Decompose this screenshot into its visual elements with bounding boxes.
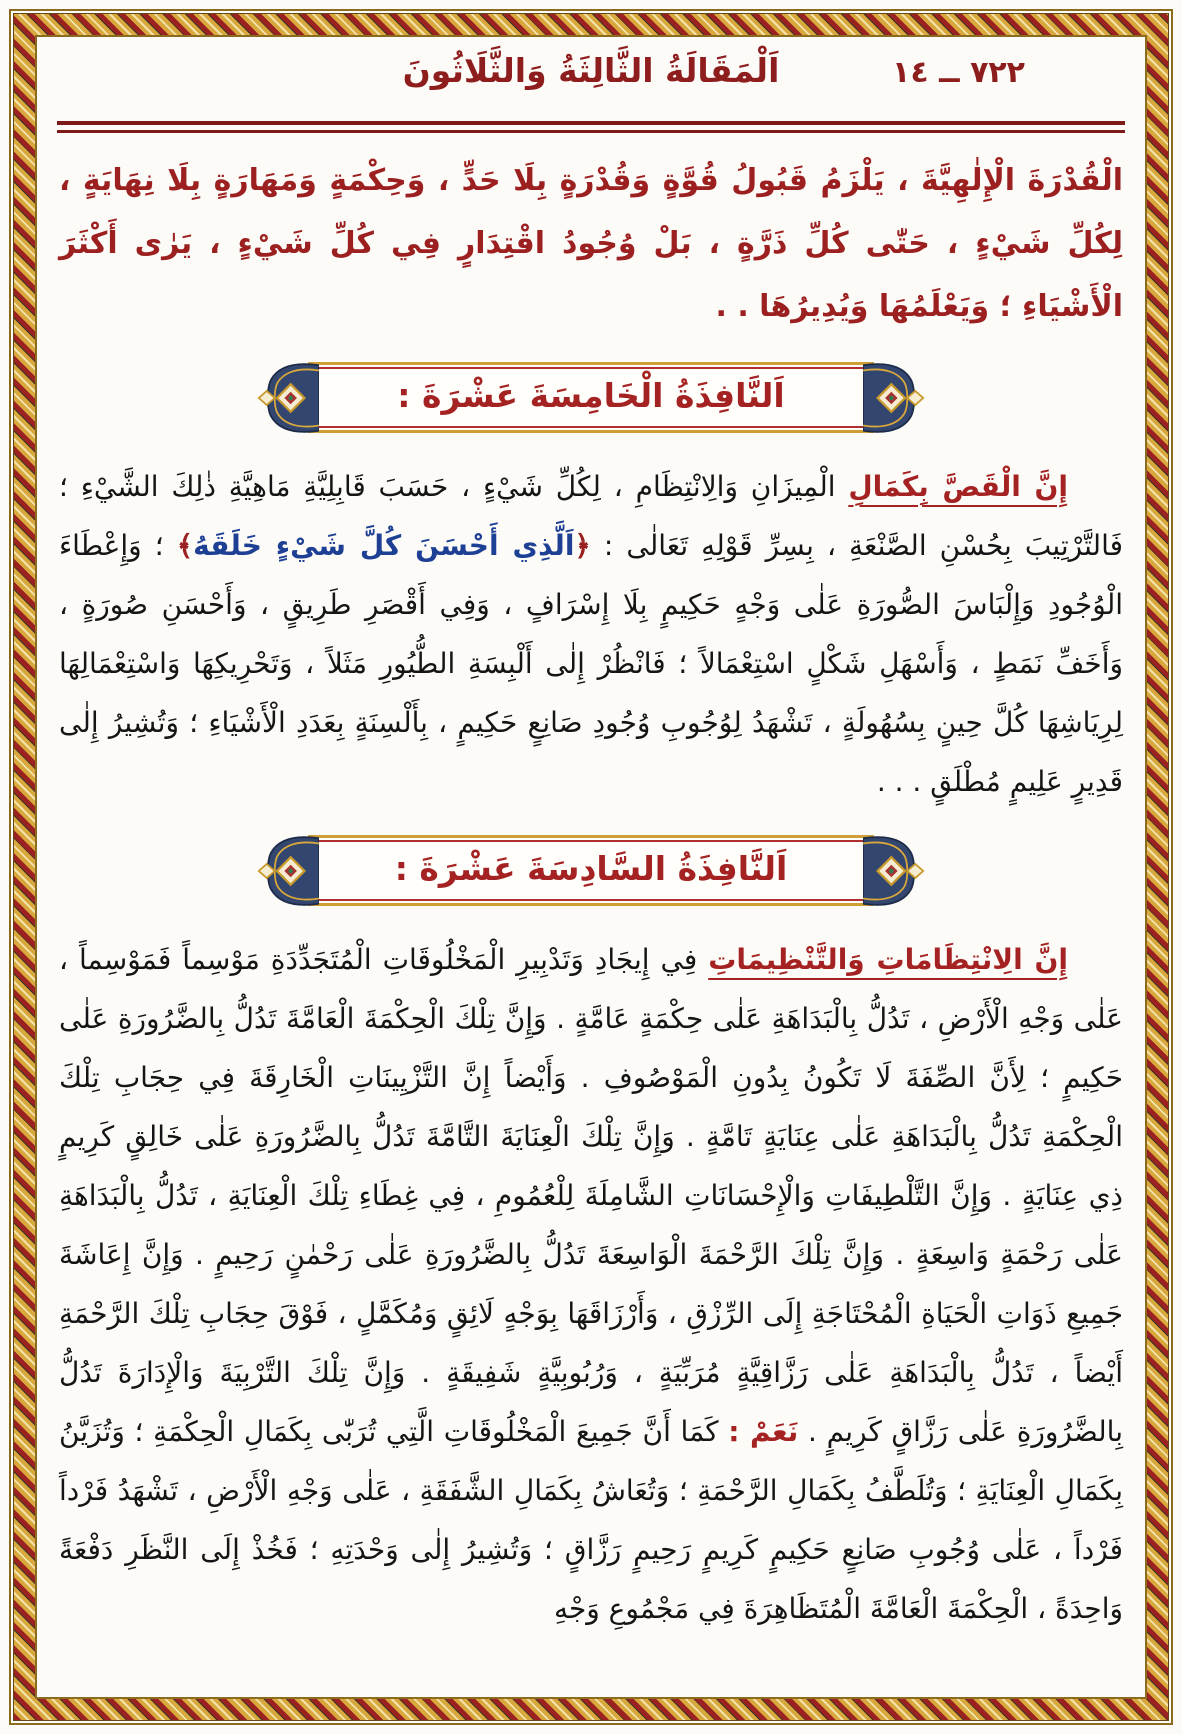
inner-page-area (35, 35, 1147, 1699)
window-16-lead: إِنَّ الِانْتِظَامَاتِ وَالتَّنْظِيمَاتِ (708, 943, 1068, 976)
window-15-paragraph (59, 457, 1123, 811)
arabesque-flourish-icon (863, 826, 925, 916)
window-15-text-continued: ؛ وَإِعْطَاءَ الْوُجُودِ وَإِلْبَاسَ الصُّورَةِ عَلٰى وَجْهٍ حَكِيمٍ بِلَا إِسْرَافٍ ، وَفِي أَقْصَرِ طَرِيقٍ ، وَأَحْسَنِ صُورَةٍ ، وَأَخَفِّ نَمَطٍ ، وَأَسْهَلِ شَكْلٍ اسْتِعْمَالاً ؛ فَانْظُرْ إِلٰى أَلْبِسَةِ الطُّيُورِ مَثَلاً ، وَتَحْرِيكِهَا وَاسْتِعْمَالِهَا لِرِيَاشِهَا كُلَّ حِينٍ بِسُهُولَةٍ ، تَشْهَدُ لِوُجُوبِ وُجُودِ صَانِعٍ حَكِيمٍ ، بِأَلْسِنَةٍ بِعَدَدِ الْأَشْيَاءِ ؛ وَتُشِيرُ إِلٰى قَدِيرٍ عَلِيمٍ مُطْلَقٍ . . . (59, 529, 1123, 798)
page-content (57, 51, 1125, 1691)
window-15-heading-box (308, 362, 874, 433)
window-16-text-continued: كَمَا أَنَّ جَمِيعَ الْمَخْلُوقَاتِ الَّتِي تُرَبّٰى بِكَمَالِ الْحِكْمَةِ ؛ وَتُزَيَّنُ بِكَمَالِ الْعِنَايَةِ ؛ وَتُلَطَّفُ بِكَمَالِ الرَّحْمَةِ ؛ وَتُعَاشُ بِكَمَالِ الشَّفَقَةِ ، عَلٰى وَجْهِ الْأَرْضِ ، تَشْهَدُ فَرْداً فَرْداً ، عَلٰى وُجُوبِ صَانِعٍ حَكِيمٍ كَرِيمٍ رَحِيمٍ رَزَّاقٍ ؛ وَتُشِيرُ إِلٰى وَحْدَتِهِ ؛ فَخُذْ إِلَى النَّظَرِ دَفْعَةً وَاحِدَةً ، الْحِكْمَةَ الْعَامَّةَ الْمُتَظَاهِرَةَ فِي مَجْمُوعِ وَجْهِ (59, 1415, 1123, 1625)
window-16-paragraph (59, 930, 1123, 1638)
window-15-text: الْمِيزَانِ وَالِانْتِظَامِ ، لِكُلِّ شَيْءٍ ، حَسَبَ قَابِلِيَّةِ مَاهِيَّةِ ذٰلِكَ الشَّيْءِ ؛ فَالتَّرْتِيبَ بِحُسْنِ الصَّنْعَةِ ، بِسِرِّ قَوْلِهِ تَعَالٰى : (59, 470, 1123, 562)
page-number: ٧٢٢ ــ ١٤ (892, 55, 1025, 90)
window-16-text: فِي إِيجَادِ وَتَدْبِيرِ الْمَخْلُوقَاتِ الْمُتَجَدِّدَةِ مَوْسِماً فَمَوْسِماً ، عَلٰى وَجْهِ الْأَرْضِ ، تَدُلُّ بِالْبَدَاهَةِ عَلٰى حِكْمَةٍ عَامَّةٍ . وَإِنَّ تِلْكَ الْحِكْمَةَ الْعَامَّةَ تَدُلُّ بِالضَّرُورَةِ عَلٰى حَكِيمٍ ؛ لِأَنَّ الصِّفَةَ لَا تَكُونُ بِدُونِ الْمَوْصُوفِ . وَأَيْضاً إِنَّ التَّزْيِينَاتِ الْخَارِقَةَ فِي حِجَابِ تِلْكَ الْحِكْمَةِ تَدُلُّ بِالْبَدَاهَةِ عَلٰى عِنَايَةٍ تَامَّةٍ . وَإِنَّ تِلْكَ الْعِنَايَةَ التَّامَّةَ تَدُلُّ بِالضَّرُورَةِ عَلٰى خَالِقٍ كَرِيمٍ ذِي عِنَايَةٍ . وَإِنَّ التَّلْطِيفَاتِ وَالْإِحْسَانَاتِ الشَّامِلَةَ لِلْعُمُومِ ، فِي غِطَاءِ تِلْكَ الْعِنَايَةِ ، تَدُلُّ بِالْبَدَاهَةِ عَلٰى رَحْمَةٍ وَاسِعَةٍ . وَإِنَّ تِلْكَ الرَّحْمَةَ الْوَاسِعَةَ تَدُلُّ بِالضَّرُورَةِ عَلٰى رَحْمٰنٍ رَحِيمٍ . وَإِنَّ إِعَاشَةَ جَمِيعِ ذَوَاتِ الْحَيَاةِ الْمُحْتَاجَةِ إِلَى الرِّزْقِ ، وَأَرْزَاقَهَا بِوَجْهٍ لَائِقٍ وَمُكَمَّلٍ ، فَوْقَ حِجَابِ تِلْكَ الرَّحْمَةِ أَيْضاً ، تَدُلُّ بِالْبَدَاهَةِ عَلٰى رَزَّاقِيَّةٍ مُرَبِّيَةٍ ، وَرُبُوبِيَّةٍ شَفِيقَةٍ . وَإِنَّ تِلْكَ التَّرْبِيَةَ وَالْإِدَارَةَ تَدُلُّ بِالضَّرُورَةِ عَلٰى رَزَّاقٍ كَرِيمٍ . (59, 943, 1123, 1448)
page-header (57, 51, 1125, 113)
arabesque-flourish-icon (257, 353, 319, 443)
window-16-heading: اَلنَّافِذَةُ السَّادِسَةَ عَشْرَةَ : (394, 849, 788, 888)
window-15-lead: إِنَّ الْقَصَّ بِكَمَالِ (848, 470, 1068, 503)
window-16-heading-box (308, 835, 874, 906)
arabesque-flourish-icon (863, 353, 925, 443)
ornamental-border-frame (9, 9, 1173, 1725)
affirmation-word: نَعَمْ : (728, 1415, 799, 1448)
ornate-open-bracket: ﴿ (574, 529, 591, 562)
arabesque-flourish-icon (257, 826, 319, 916)
chain-pattern-border (13, 13, 1169, 1721)
intro-paragraph: الْقُدْرَةَ الْإِلٰهِيَّةَ ، يَلْزَمُ قَبُولُ قُوَّةٍ وَقُدْرَةٍ بِلَا حَدٍّ ، وَحِكْمَةٍ وَمَهَارَةٍ بِلَا نِهَايَةٍ ، لِكُلِّ شَيْءٍ ، حَتّٰى كُلِّ ذَرَّةٍ ، بَلْ وُجُودُ اقْتِدَارٍ فِي كُلِّ شَيْءٍ ، يَرٰى أَكْثَرَ الْأَشْيَاءِ ؛ وَيَعْلَمُهَا وَيُدِيرُهَا . . (59, 163, 1123, 324)
window-15-heading: اَلنَّافِذَةُ الْخَامِسَةَ عَشْرَةَ : (397, 376, 785, 415)
header-divider (57, 121, 1125, 133)
quran-verse: اَلَّذِي أَحْسَنَ كُلَّ شَيْءٍ خَلَقَهُ (193, 529, 575, 562)
page-title: اَلْمَقَالَةُ الثَّالِثَةُ وَالثَّلَاثُونَ (402, 51, 780, 90)
ornate-close-bracket: ﴾ (176, 529, 194, 562)
